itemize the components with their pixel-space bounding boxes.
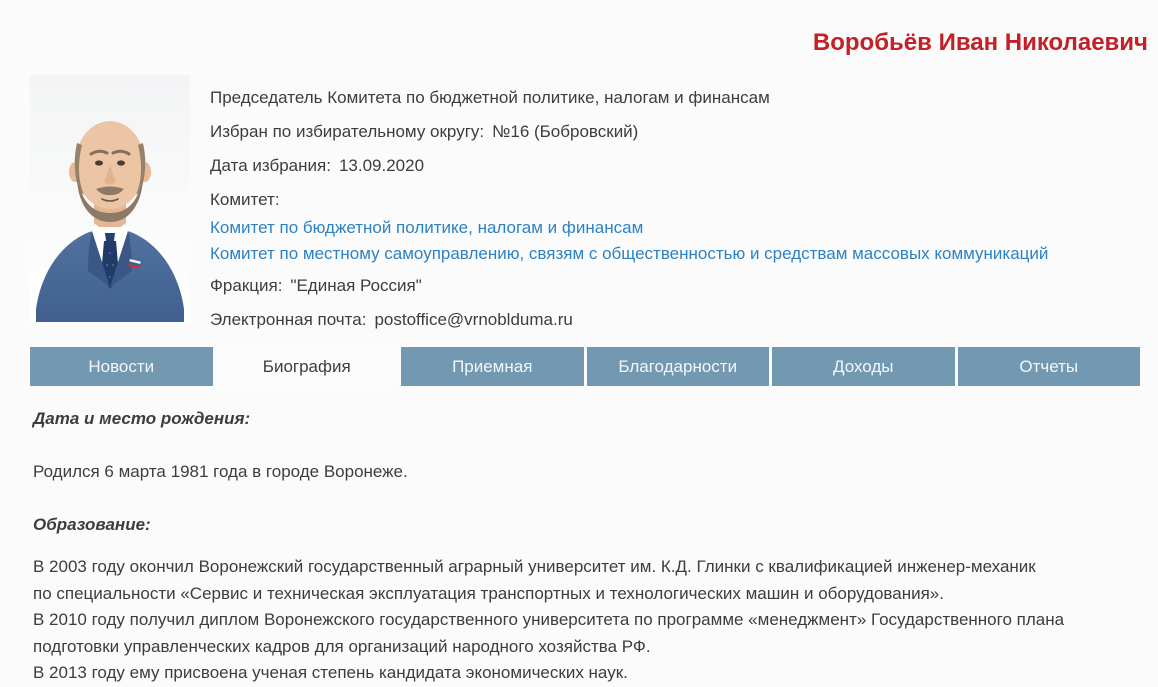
district-value: №16 (Бобровский) [492,122,639,141]
district-label: Избран по избирательному округу: [210,122,485,141]
education-line: В 2003 году окончил Воронежский государственный аграрный университет им. К.Д. Глинки с квалификацией инженер-механик [33,557,1036,576]
fraction-label: Фракция: [210,276,283,295]
tab-bar [30,347,1140,386]
email-label: Электронная почта: [210,310,367,329]
education-line: В 2013 году ему присвоена ученая степень кандидата экономических наук. [33,663,628,682]
fraction-line [210,276,1130,296]
education-line: по специальности «Сервис и техническая эксплуатация транспортных и технологических машин и оборудования». [33,583,944,603]
education-heading: Образование: [33,515,151,534]
education-line: подготовки управленческих кадров для организаций народного хозяйства РФ. [33,636,651,656]
election-date-line [210,156,1130,176]
committee-link-budget[interactable]: Комитет по бюджетной политике, налогам и финансам [210,218,644,237]
tab-gratitudes[interactable]: Благодарности [587,347,770,386]
election-date-value: 13.09.2020 [338,156,425,175]
committee-label: Комитет: [210,190,280,209]
fraction-value: "Единая Россия" [290,276,422,295]
deputy-info [210,88,1130,344]
deputy-photo [30,75,190,322]
education-text [33,554,1145,687]
biography-content [33,396,1145,687]
education-line: В 2010 году получил диплом Воронежского государственного университета по программе «менеджмент» Государственного плана [33,610,1065,629]
page-title: Воробьёв Иван Николаевич [812,29,1148,56]
tab-news[interactable]: Новости [30,347,213,386]
tab-reception[interactable]: Приемная [401,347,584,386]
birth-text: Родился 6 марта 1981 года в городе Воронеже. [33,462,408,481]
district-line [210,122,1130,142]
position-line: Председатель Комитета по бюджетной политике, налогам и финансам [210,88,770,107]
tab-reports[interactable]: Отчеты [958,347,1141,386]
email-line [210,310,1130,330]
email-value: postoffice@vrnoblduma.ru [374,310,573,329]
election-date-label: Дата избрания: [210,156,331,175]
birth-heading: Дата и место рождения: [33,409,251,428]
deputy-portrait-icon [30,75,190,322]
tab-incomes[interactable]: Доходы [772,347,955,386]
tab-biography[interactable]: Биография [216,347,399,386]
committee-link-local-government[interactable]: Комитет по местному самоуправлению, связям с общественностью и средствам массовых коммуникаций [210,244,1049,263]
